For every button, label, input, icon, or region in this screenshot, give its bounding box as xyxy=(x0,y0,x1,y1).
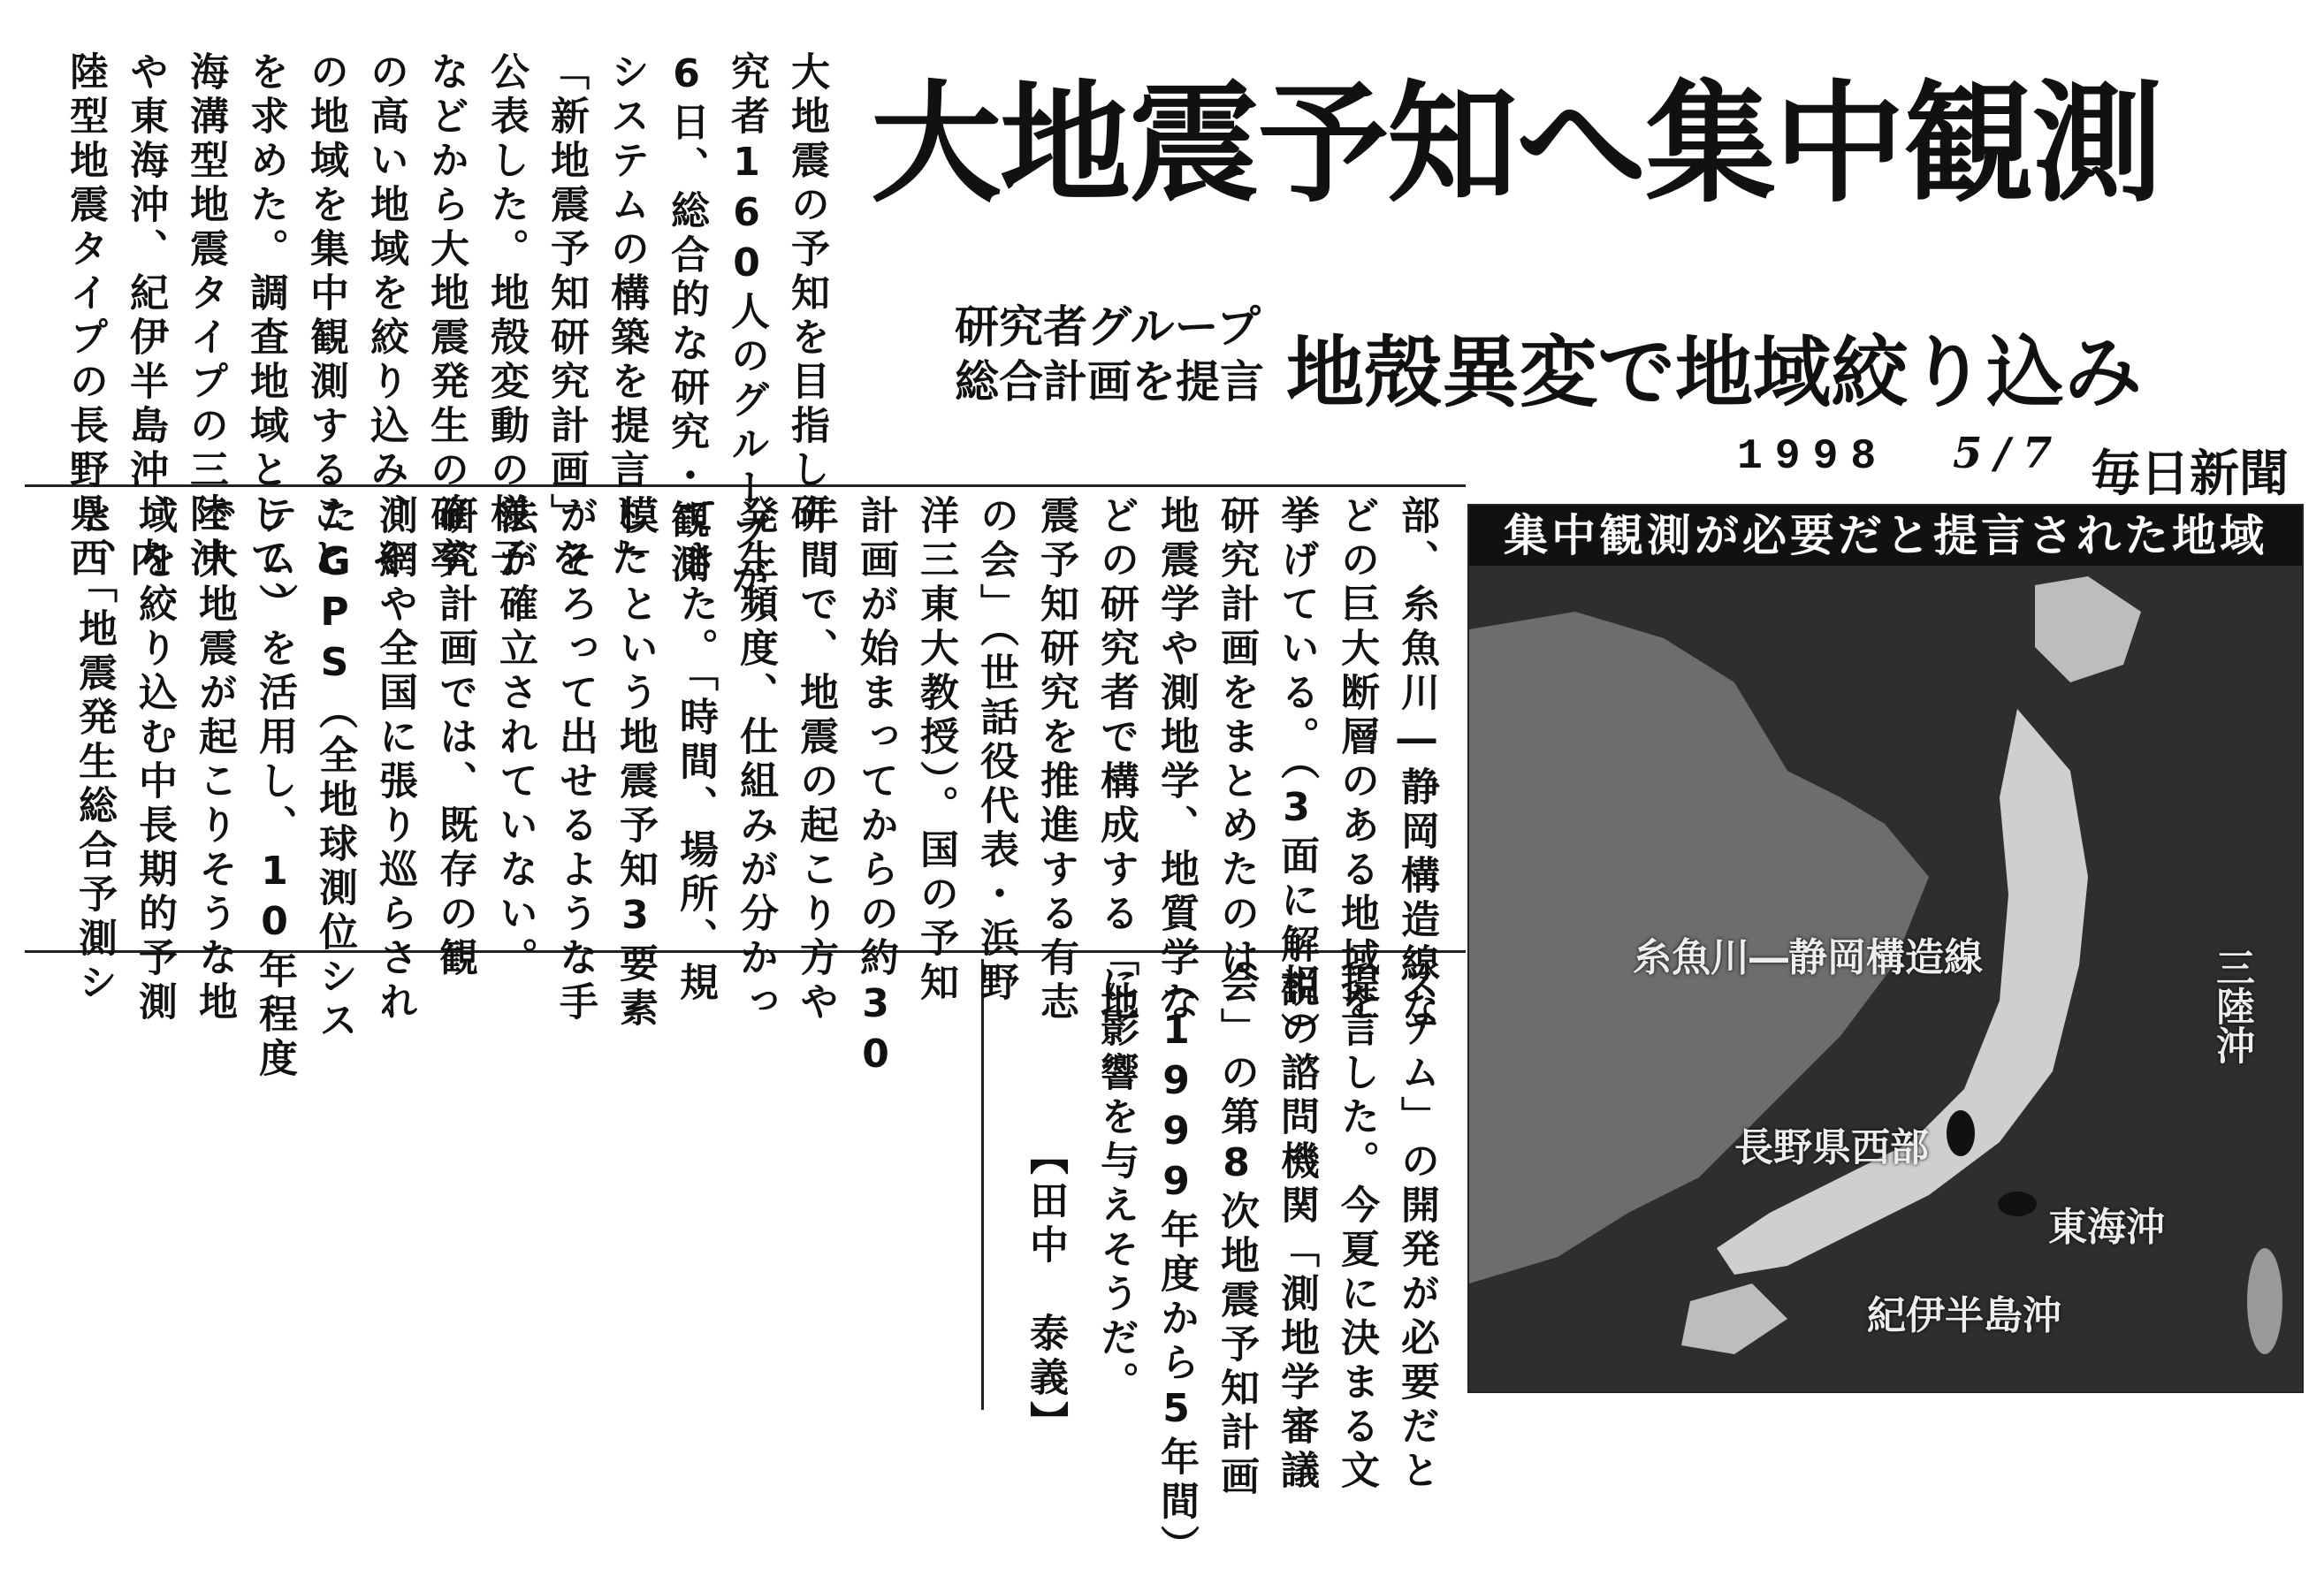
date-year: 1998 xyxy=(1737,433,1889,481)
kicker-line-2: 総合計画を提言 xyxy=(955,356,1264,407)
map-label-itoigawa: 糸魚川―静岡構造線 xyxy=(1633,935,1983,980)
map-label-nagano: 長野県西部 xyxy=(1734,1125,1929,1170)
body-column: に影響を与えそうだ。 xyxy=(1093,963,1139,1405)
map-label-kii: 紀伊半島沖 xyxy=(1867,1293,2061,1338)
body-column: 研究計画では、既存の観 xyxy=(432,495,477,981)
body-column: 域を絞り込む中長期的予測 xyxy=(132,495,177,1025)
map-label-sanriku: 三陸沖 xyxy=(2209,948,2254,1064)
body-column: 「新地震予知研究計画」を xyxy=(544,51,589,582)
body-column: 法が確立されていない。 xyxy=(492,495,537,981)
body-column: 会」の第8次地震予知計画 xyxy=(1214,963,1259,1500)
kicker-line-1: 研究者グループ xyxy=(955,301,1261,353)
map-label-tokai: 東海沖 xyxy=(2048,1205,2165,1250)
body-column: 計画が始まってからの約30 xyxy=(853,495,898,1082)
body-column: 陸型地震タイプの長野県西 xyxy=(63,51,108,582)
body-column: で大地震が起こりそうな地 xyxy=(192,495,237,1025)
body-column: （1999年度から5年間） xyxy=(1154,963,1199,1569)
body-column: 提言した。今夏に決まる文 xyxy=(1334,963,1379,1494)
byline: 【田中 泰義】 xyxy=(1023,1136,1068,1445)
body-column: がそろって出せるような手 xyxy=(552,495,598,1025)
body-column: の高い地域を絞り込み、そ xyxy=(363,51,408,582)
body-column: の会」（世話役代表・浜野 xyxy=(973,495,1018,1006)
body-column: 模」という地震予知3要素 xyxy=(613,495,658,1032)
date-stamp xyxy=(1737,429,2064,481)
body-column: テム）を活用し、10年程度 xyxy=(252,495,297,1082)
body-column: 地震学や測地学、地質学な xyxy=(1154,495,1199,1025)
body-column: 洋三東大教授）。国の予知 xyxy=(913,495,958,1006)
body-column: 震予知研究を推進する有志 xyxy=(1033,495,1078,1025)
body-column: 研究計画をまとめたのは xyxy=(1214,495,1259,981)
subheadline: 地殻異変で地域絞り込み xyxy=(1286,326,2143,418)
divider-vertical xyxy=(981,959,984,1410)
body-column: 大地震の予知を目指し研 xyxy=(784,51,829,537)
body-column: や東海沖、紀伊半島沖、内 xyxy=(123,51,168,582)
body-column: 究者160人のグループが xyxy=(724,51,769,600)
body-column: 挙げている。（3面に解説） xyxy=(1274,495,1319,1056)
body-column: 部、糸魚川―静岡構造線な xyxy=(1394,495,1439,1032)
body-column: 海溝型地震タイプの三陸沖 xyxy=(183,51,228,582)
body-column: 測網や全国に張り巡らされ xyxy=(372,495,417,1025)
headline: 大地震予知へ集中観測 xyxy=(871,66,2161,220)
body-column: 6日、総合的な研究・観測 xyxy=(664,51,709,588)
body-column: てきた。「時間、場所、規 xyxy=(673,495,718,1006)
body-column: どの巨大断層のある地域を xyxy=(1334,495,1379,1025)
map-caption: 集中観測が必要だと提言された地域 xyxy=(1469,506,2302,566)
body-column: などから大地震発生の確率 xyxy=(423,51,469,582)
body-column: たGPS（全地球測位シス xyxy=(312,495,357,1044)
body-column: どの研究者で構成する「地 xyxy=(1093,495,1139,1025)
newspaper-name: 毎日新聞 xyxy=(2091,445,2289,503)
body-column: と、「地震発生総合予測シ xyxy=(72,495,117,1006)
body-column: を求めた。調査地域として、 xyxy=(243,51,288,626)
body-column: ステム」の開発が必要だと xyxy=(1394,963,1439,1494)
map-figure xyxy=(1467,504,2304,1393)
body-column: 年間で、地震の起こり方や xyxy=(793,495,838,1025)
body-column: 発生頻度、仕組みが分かっ xyxy=(733,495,778,1025)
body-column: の地域を集中観測すること xyxy=(303,51,348,582)
body-column: システムの構築を提言した xyxy=(604,51,649,582)
date-handwritten: 5/7 xyxy=(1953,429,2065,478)
body-column: 公表した。地殻変動の様子 xyxy=(484,51,529,582)
body-column: 相の諮問機関「測地学審議 xyxy=(1274,963,1319,1494)
